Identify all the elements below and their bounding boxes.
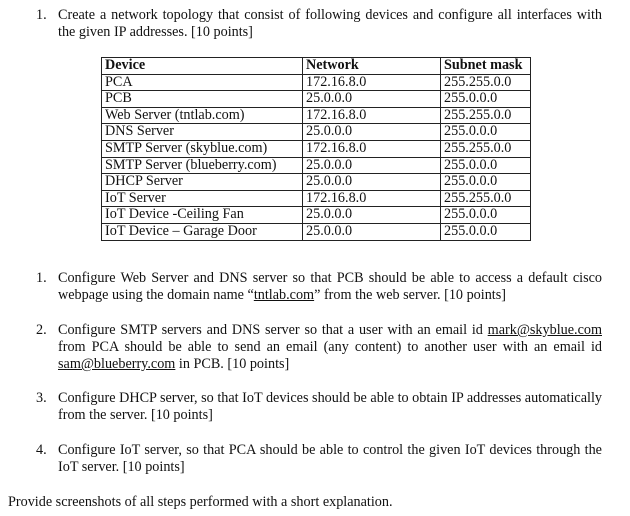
- subtask-1-before: Configure Web Server and DNS server so that PCB should be able to access a default cisco webpage using the domain name “: [58, 270, 602, 303]
- subtask-1: [36, 270, 602, 304]
- table-body: [102, 74, 531, 240]
- network-cell: 172.16.8.0: [303, 190, 441, 207]
- subtask-2: [36, 322, 602, 373]
- tntlab-link[interactable]: tntlab.com: [253, 287, 315, 303]
- subtask-3-number: 3.: [36, 390, 47, 406]
- subtask-2-text: [58, 322, 602, 373]
- subtask-2-after: in PCB. [10 points]: [175, 356, 290, 372]
- footer-instruction: Provide screenshots of all steps performed with a short explanation.: [8, 494, 393, 510]
- subnet-mask-cell: 255.0.0.0: [441, 207, 531, 224]
- subtask-1-after: ” from the web server. [10 points]: [314, 287, 506, 303]
- device-cell: IoT Device – Garage Door: [102, 223, 303, 240]
- subtask-4: [36, 442, 602, 476]
- table-row: [102, 74, 531, 91]
- device-cell: SMTP Server (blueberry.com): [102, 157, 303, 174]
- subnet-mask-cell: 255.255.0.0: [441, 140, 531, 157]
- subnet-mask-cell: 255.0.0.0: [441, 91, 531, 108]
- table-row: [102, 124, 531, 141]
- main-task-number: 1.: [36, 7, 47, 23]
- table-row: [102, 140, 531, 157]
- subnet-mask-cell: 255.255.0.0: [441, 190, 531, 207]
- table-row: [102, 107, 531, 124]
- network-cell: 172.16.8.0: [303, 74, 441, 91]
- subnet-mask-cell: 255.0.0.0: [441, 124, 531, 141]
- header-device: Device: [102, 58, 303, 75]
- device-table: [101, 57, 531, 241]
- subtask-4-text: Configure IoT server, so that PCA should be able to control the given IoT devices through the IoT server. [10 points]: [58, 442, 602, 475]
- sam-email-link[interactable]: sam@blueberry.com: [58, 356, 176, 372]
- subnet-mask-cell: 255.0.0.0: [441, 174, 531, 191]
- device-cell: Web Server (tntlab.com): [102, 107, 303, 124]
- network-cell: 25.0.0.0: [303, 207, 441, 224]
- network-cell: 25.0.0.0: [303, 124, 441, 141]
- subnet-mask-cell: 255.255.0.0: [441, 107, 531, 124]
- subnet-mask-cell: 255.0.0.0: [441, 157, 531, 174]
- subtask-2-middle: from PCA should be able to send an email (any content) to another user with an email id: [58, 339, 602, 355]
- network-cell: 172.16.8.0: [303, 107, 441, 124]
- device-cell: SMTP Server (skyblue.com): [102, 140, 303, 157]
- network-cell: 25.0.0.0: [303, 174, 441, 191]
- device-cell: PCB: [102, 91, 303, 108]
- network-cell: 25.0.0.0: [303, 223, 441, 240]
- table-row: [102, 190, 531, 207]
- main-task-text: Create a network topology that consist of following devices and configure all interfaces with the given IP addresses. [10 points]: [58, 7, 602, 40]
- table-row: [102, 223, 531, 240]
- table-header-row: [102, 58, 531, 75]
- subtask-3: [36, 390, 602, 424]
- main-task: [36, 7, 602, 41]
- header-network: Network: [303, 58, 441, 75]
- subtask-2-before: Configure SMTP servers and DNS server so that a user with an email id: [58, 322, 488, 338]
- device-cell: DHCP Server: [102, 174, 303, 191]
- table-row: [102, 91, 531, 108]
- subtask-4-number: 4.: [36, 442, 47, 458]
- subtask-3-text: Configure DHCP server, so that IoT devices should be able to obtain IP addresses automatically from the server. [10 points]: [58, 390, 602, 423]
- table-row: [102, 174, 531, 191]
- subtask-2-number: 2.: [36, 322, 47, 338]
- device-cell: PCA: [102, 74, 303, 91]
- subtask-1-text: [58, 270, 602, 304]
- subtask-1-number: 1.: [36, 270, 47, 286]
- device-cell: IoT Device -Ceiling Fan: [102, 207, 303, 224]
- subnet-mask-cell: 255.0.0.0: [441, 223, 531, 240]
- network-cell: 25.0.0.0: [303, 157, 441, 174]
- device-cell: IoT Server: [102, 190, 303, 207]
- network-cell: 25.0.0.0: [303, 91, 441, 108]
- mark-email-link[interactable]: mark@skyblue.com: [487, 322, 602, 338]
- header-subnet-mask: Subnet mask: [441, 58, 531, 75]
- subnet-mask-cell: 255.255.0.0: [441, 74, 531, 91]
- table-row: [102, 157, 531, 174]
- network-cell: 172.16.8.0: [303, 140, 441, 157]
- table-row: [102, 207, 531, 224]
- device-cell: DNS Server: [102, 124, 303, 141]
